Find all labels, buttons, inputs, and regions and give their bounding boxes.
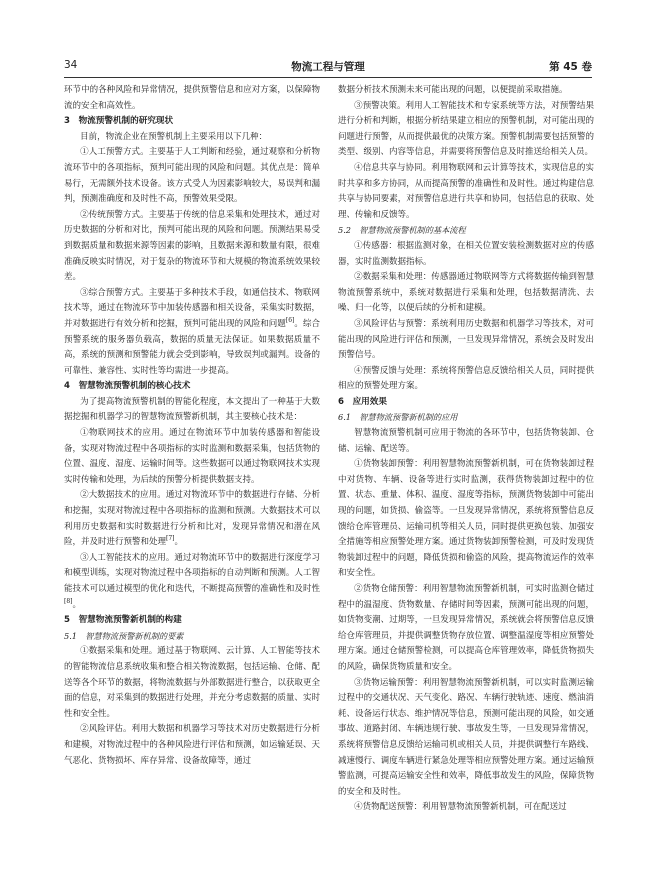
paragraph bbox=[64, 395, 320, 426]
paragraph bbox=[338, 317, 594, 364]
paragraph bbox=[338, 457, 594, 582]
paragraph-text: ③预警决策。利用人工智能技术和专家系统等方法，对预警结果进行分析和判断，根据分析结果建立相应的预警机制，对可能出现的问题进行预警，从而提供最优的决策方案。预警机制需要包括预警的类型、级别、内容等信息，并需要将预警信息及时推送给相关人员。 bbox=[338, 100, 594, 158]
paragraph-text: ①货物装卸预警：利用智慧物流预警新机制，可在货物装卸过程中对货物、车辆、设备等进行实时监测，获得货物装卸过程中的位置、状态、重量、体积、温度、湿度等指标，预测货物装卸中可能出现的问题，如货损、偷盗等。一旦发现异常情况，系统将预警信息反馈给仓库管理员、运输司机等相关人员，同时提供更换包装、加强安全措施等相应预警处理方案。通过货物装卸预警检测，可及时发现货物装卸过程中的问题，降低货损和偷盗的风险，提高物流运作的效率和安全性。 bbox=[338, 459, 594, 579]
paragraph-text: ②大数据技术的应用。通过对物流环节中的数据进行存储、分析和挖掘，实现对物流过程中各项指标的监测和预测。大数据技术可以利用历史数据和实时数据进行分析和比对，发现异常情况和潜在风险，并及时进行预警和处理 bbox=[64, 490, 320, 548]
paragraph bbox=[64, 644, 320, 722]
citation-ref: [6] bbox=[285, 317, 295, 325]
citation-ref: [8] bbox=[64, 597, 73, 605]
paragraph-text-continued: 。综合预警系统的服务器负载高，数据的质量无法保证。如果数据质量不高，系统的预测和预警能力就会受到影响，导致误判或漏判。设备的可靠性、兼容性、实时性等均需进一步提高。 bbox=[64, 318, 320, 376]
paragraph bbox=[64, 488, 320, 550]
subsection-heading bbox=[338, 410, 594, 426]
section-heading bbox=[64, 379, 320, 395]
paragraph-text: 6 应用效果 bbox=[338, 396, 387, 407]
paragraph-text: 目前，物流企业在预警机制上主要采用以下几种： bbox=[80, 131, 268, 142]
page-number: 34 bbox=[64, 59, 78, 71]
paragraph-text: 为了提高物流预警机制的智能化程度，本文提出了一种基于大数据挖掘和机器学习的智慧物流预警新机制，其主要核心技术是： bbox=[64, 396, 320, 423]
header-rule bbox=[64, 77, 592, 78]
paragraph-text: ③综合预警方式。主要基于多种技术手段，如通信技术、物联网技术等，通过在物流环节中加装传感器和相关设备，采集实时数据，并对数据进行有效分析和挖掘，预判可能出现的风险和问题 bbox=[64, 287, 320, 329]
paragraph-text: ③风险评估与预警：系统利用历史数据和机器学习等技术，对可能出现的风险进行评估和预测，一旦发现异常情况，系统会及时发出预警信号。 bbox=[338, 318, 594, 361]
paragraph bbox=[338, 426, 594, 457]
section-heading bbox=[64, 114, 320, 130]
paragraph-text-continued: 。 bbox=[174, 537, 184, 548]
paragraph bbox=[64, 722, 320, 769]
paragraph bbox=[64, 286, 320, 380]
paragraph bbox=[64, 130, 320, 146]
paragraph-text: ①人工预警方式。主要基于人工判断和经验，通过观察和分析物流环节中的各项指标，预判可能出现的风险和问题。其优点是：简单易行，无需额外技术设备。该方式受人为因素影响较大，易误判和漏判，预测准确度和及时性不高，预警效果受限。 bbox=[64, 147, 320, 205]
paragraph-text: 6.1 智慧物流预警新机制的应用 bbox=[338, 412, 458, 423]
paragraph-text: ②风险评估。利用大数据和机器学习等技术对历史数据进行分析和建模，对物流过程中的各种风险进行评估和预测，如运输延误、天气恶化、货物损坏、库存异常、设备故障等，通过 bbox=[64, 724, 320, 766]
paragraph bbox=[64, 208, 320, 286]
paragraph bbox=[338, 239, 594, 270]
paragraph-text-continued: 。 bbox=[72, 599, 82, 610]
journal-title: 物流工程与管理 bbox=[291, 61, 365, 73]
right-column bbox=[338, 83, 594, 816]
paragraph bbox=[338, 676, 594, 801]
citation-ref: [7] bbox=[166, 535, 175, 543]
subsection-heading bbox=[64, 629, 320, 645]
paragraph bbox=[64, 426, 320, 488]
section-heading bbox=[64, 613, 320, 629]
section-heading bbox=[338, 395, 594, 411]
paragraph bbox=[338, 582, 594, 676]
left-column bbox=[64, 83, 320, 769]
paragraph bbox=[338, 270, 594, 317]
paragraph-text: 5.1 智慧物流预警新机制的要素 bbox=[64, 630, 184, 641]
paragraph-text: ③人工智能技术的应用。通过对物流环节中的数据进行深度学习和模型训练，实现对物流过程中各项指标的自动判断和预测。人工智能技术可以通过模型的优化和迭代，不断提高预警的准确性和及时性 bbox=[64, 552, 320, 594]
paragraph bbox=[338, 800, 594, 816]
paragraph-text: 智慧物流预警机制可应用于物流的各环节中，包括货物装卸、仓储、运输、配送等。 bbox=[338, 428, 594, 454]
paragraph-text: ①物联网技术的应用。通过在物流环节中加装传感器和智能设备，实现对物流过程中各项指标的实时监测和数据采集，包括货物的位置、温度、湿度、运输时间等。这些数据可以通过物联网技术实现实时传输和处理，为后续的预警分析提供数据支持。 bbox=[64, 428, 320, 485]
paragraph-text: 5 智慧物流预警新机制的构建 bbox=[64, 615, 182, 626]
paragraph bbox=[64, 83, 320, 114]
paragraph bbox=[338, 83, 594, 99]
paragraph-text: ④信息共享与协同。利用物联网和云计算等技术，实现信息的实时共享和多方协同，从而提高预警的准确性和及时性。通过构建信息共享与协同要素，对预警信息进行共享和协同，包括信息的获取、处理、传输和反馈等。 bbox=[338, 162, 594, 220]
page-header bbox=[64, 57, 592, 75]
paragraph-text: ①传感器：根据监测对象，在相关位置安装检测数据对应的传感器，实时监测数据指标。 bbox=[338, 240, 594, 267]
paragraph bbox=[338, 161, 594, 223]
subsection-heading bbox=[338, 223, 594, 239]
paragraph bbox=[64, 145, 320, 207]
paragraph bbox=[64, 551, 320, 613]
paragraph-text: ①数据采集和处理。通过基于物联网、云计算、人工智能等技术的智能物流信息系统收集和整合相关物流数据，包括运输、仓储、配送等各个环节的数据，将物流数据与外部数据进行整合，以获取更全面的信息，对采集到的数据进行处理，并充分考虑数据的质量、实时性和安全性。 bbox=[64, 646, 320, 719]
paragraph-text: 数据分析技术预测未来可能出现的问题，以便提前采取措施。 bbox=[338, 85, 568, 95]
paragraph-text: ④预警反馈与处理：系统将预警信息反馈给相关人员，同时提供相应的预警处理方案。 bbox=[338, 365, 594, 392]
paragraph-text: 3 物流预警机制的研究现状 bbox=[64, 116, 174, 127]
paragraph-text: 环节中的各种风险和异常情况，提供预警信息和应对方案，以保障物流的安全和高效性。 bbox=[64, 85, 320, 111]
paragraph-text: ②数据采集和处理：传感器通过物联网等方式将数据传输到智慧物流预警系统中，系统对数据进行采集和处理，包括数据清洗、去噪、归一化等，以便后续的分析和建模。 bbox=[338, 272, 594, 314]
paragraph-text: 5.2 智慧物流预警机制的基本流程 bbox=[338, 225, 466, 236]
paragraph-text: 4 智慧物流预警机制的核心技术 bbox=[64, 381, 191, 392]
paragraph bbox=[338, 364, 594, 395]
paragraph-text: ②传统预警方式。主要基于传统的信息采集和处理技术，通过对历史数据的分析和对比，预判可能出现的风险和问题。预测结果易受到数据质量和数据来源等因素的影响，且数据来源和数量有限，很难准确反映实时情况，对于复杂的物流环节和大规模的物流系统效果较差。 bbox=[64, 209, 320, 283]
volume-label: 第 45 卷 bbox=[549, 61, 592, 73]
paragraph bbox=[338, 99, 594, 161]
paragraph-text: ②货物仓储预警：利用智慧物流预警新机制，可实时监测仓储过程中的温湿度、货物数量、存储时间等因素，预测可能出现的问题，如货物变潮、过期等，一旦发现异常情况，系统就会将预警信息反馈给仓库管理员，并提供调整货物存放位置、调整温湿度等相应预警处理方案。通过仓储预警检测，可以提高仓库管理效率，降低货物损失的风险，确保货物质量和安全。 bbox=[338, 584, 594, 672]
paragraph-text: ④货物配送预警：利用智慧物流预警新机制，可在配送过 bbox=[354, 802, 567, 813]
paragraph-text: ③货物运输预警：利用智慧物流预警新机制，可以实时监测运输过程中的交通状况、天气变化、路况、车辆行驶轨迹、速度、燃油消耗、设备运行状态、维护情况等信息，预测可能出现的风险，如交通事故、道路封闭、车辆违规行驶、事故发生等，一旦发现异常情况，系统将预警信息反馈给运输司机或相关人员，并提供调整行车路线、减速慢行、调度车辆进行紧急处理等相应预警处理方案。通过运输预警监测，可提高运输安全性和效率，降低事故发生的风险，保障货物的安全和及时性。 bbox=[338, 677, 594, 797]
